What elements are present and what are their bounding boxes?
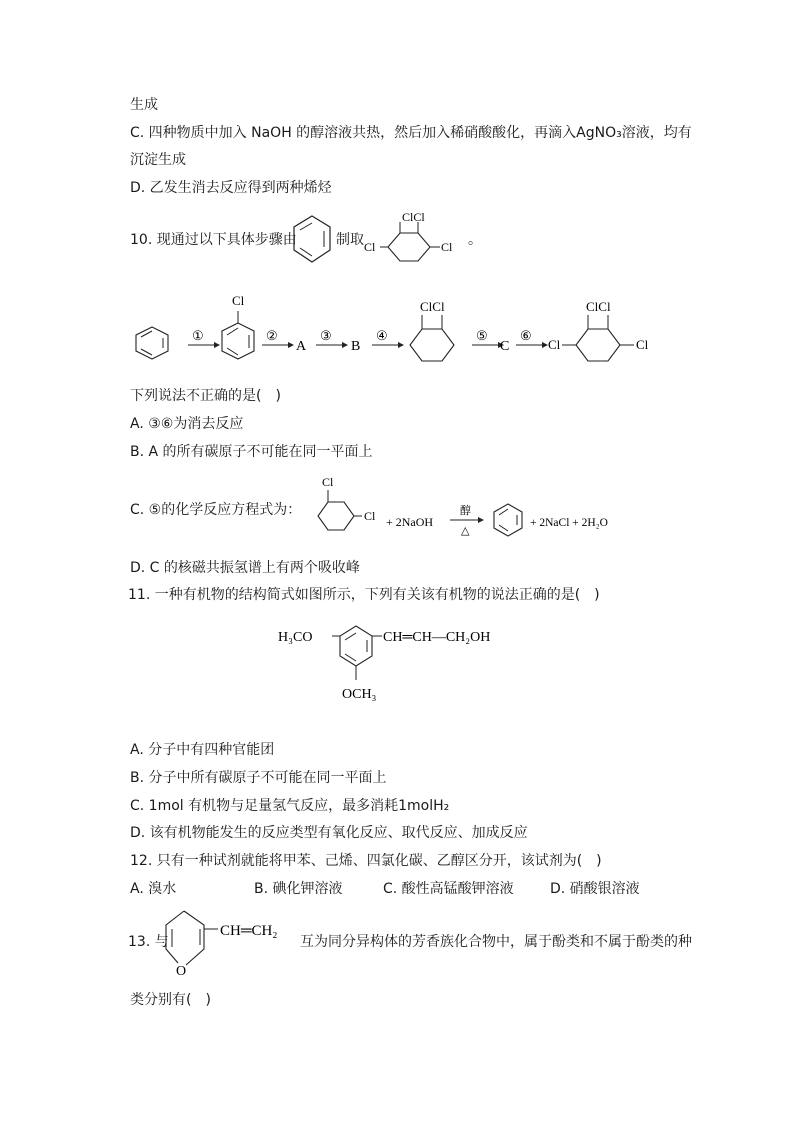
q10-option-b: B. A 的所有碳原子不可能在同一平面上 [130,444,373,460]
step-3: ③ [320,328,332,343]
q10-stem-end: 。 [468,232,482,248]
cl-label: ClCl [420,299,445,314]
q11-structure [272,612,522,716]
q12-option-b: B. 碘化钾溶液 [254,881,343,897]
oxygen-label: O [176,964,187,979]
naoh-reagent: + 2NaOH [386,515,434,529]
cl-label: ClCl [402,210,425,224]
products: + 2NaCl + 2H₂O [530,517,608,529]
q13-stem: 互为同分异构体的芳香族化合物中，属于酚类和不属于酚类的种 [300,934,692,950]
methoxy-bottom: OCH₃ [342,687,377,702]
q9-option-d: D. 乙发生消去反应得到两种烯烃 [130,180,332,196]
methoxy-left: H₃CO [278,630,313,645]
compound-c: C [500,339,510,354]
q10-option-d: D. C 的核磁共振氢谱上有两个吸收峰 [130,560,360,576]
cl-label: Cl [636,337,649,352]
q10-equation [308,472,608,554]
q12-option-d: D. 硝酸银溶液 [550,881,640,897]
q10-option-c: C. ⑤的化学反应方程式为： [130,502,302,518]
cl-label: Cl [322,475,334,489]
q11-option-a: A. 分子中有四种官能团 [130,742,275,758]
benzene-structure [290,212,334,272]
side-chain: CH═CH—CH₂OH [383,630,491,645]
step-4: ④ [376,328,388,343]
condition-heat: △ [461,525,470,537]
condition-alcohol: 醇 [460,505,471,517]
step-5: ⑤ [476,328,488,343]
q12-option-c: C. 酸性高锰酸钾溶液 [383,881,514,897]
target-tetrachlorocyclohexane [362,205,472,274]
vinyl-group: CH═CH₂ [220,923,278,939]
q11-option-d: D. 该有机物能发生的反应类型有氧化反应、取代反应、加成反应 [130,825,528,841]
q10-option-a: A. ③⑥为消去反应 [130,416,244,432]
step-2: ② [266,328,278,343]
q10-stem-mid: 制取 [336,232,364,248]
q12-option-a: A. 溴水 [130,881,177,897]
compound-a: A [296,339,307,354]
q11-stem: 11. 一种有机物的结构简式如图所示，下列有关该有机物的说法正确的是( ) [128,587,600,603]
q11-option-c: C. 1mol 有机物与足量氢气反应，最多消耗1molH₂ [130,798,450,814]
q10-question: 下列说法不正确的是( ) [130,388,281,404]
q10-stem-prefix: 10. 现通过以下具体步骤由 [130,232,297,248]
q9-option-c-line2: 沉淀生成 [130,152,186,168]
cl-label: Cl [548,337,561,352]
q12-stem: 12. 只有一种试剂就能将甲苯、己烯、四氯化碳、乙醇区分开，该试剂为( ) [130,853,602,869]
q11-option-b: B. 分子中所有碳原子不可能在同一平面上 [130,770,387,786]
q13-pyran-structure [160,905,302,984]
step-6: ⑥ [520,328,532,343]
step-1: ① [192,328,204,343]
cl-label: Cl [441,240,453,254]
q13-number: 13. 与 [128,934,169,950]
q10-reaction-scheme [130,285,670,374]
q13-stem-line2: 类分别有( ) [130,992,211,1008]
q9-option-c-line1: C. 四种物质中加入 NaOH 的醇溶液共热，然后加入稀硝酸酸化，再滴入AgNO₃溶液，均有 [130,125,692,141]
cl-label: ClCl [586,299,611,314]
cl-label: Cl [364,509,376,523]
q9-continuation: 生成 [130,97,158,113]
compound-b: B [351,339,361,354]
cl-label: Cl [364,240,376,254]
cl-label: Cl [232,293,245,308]
